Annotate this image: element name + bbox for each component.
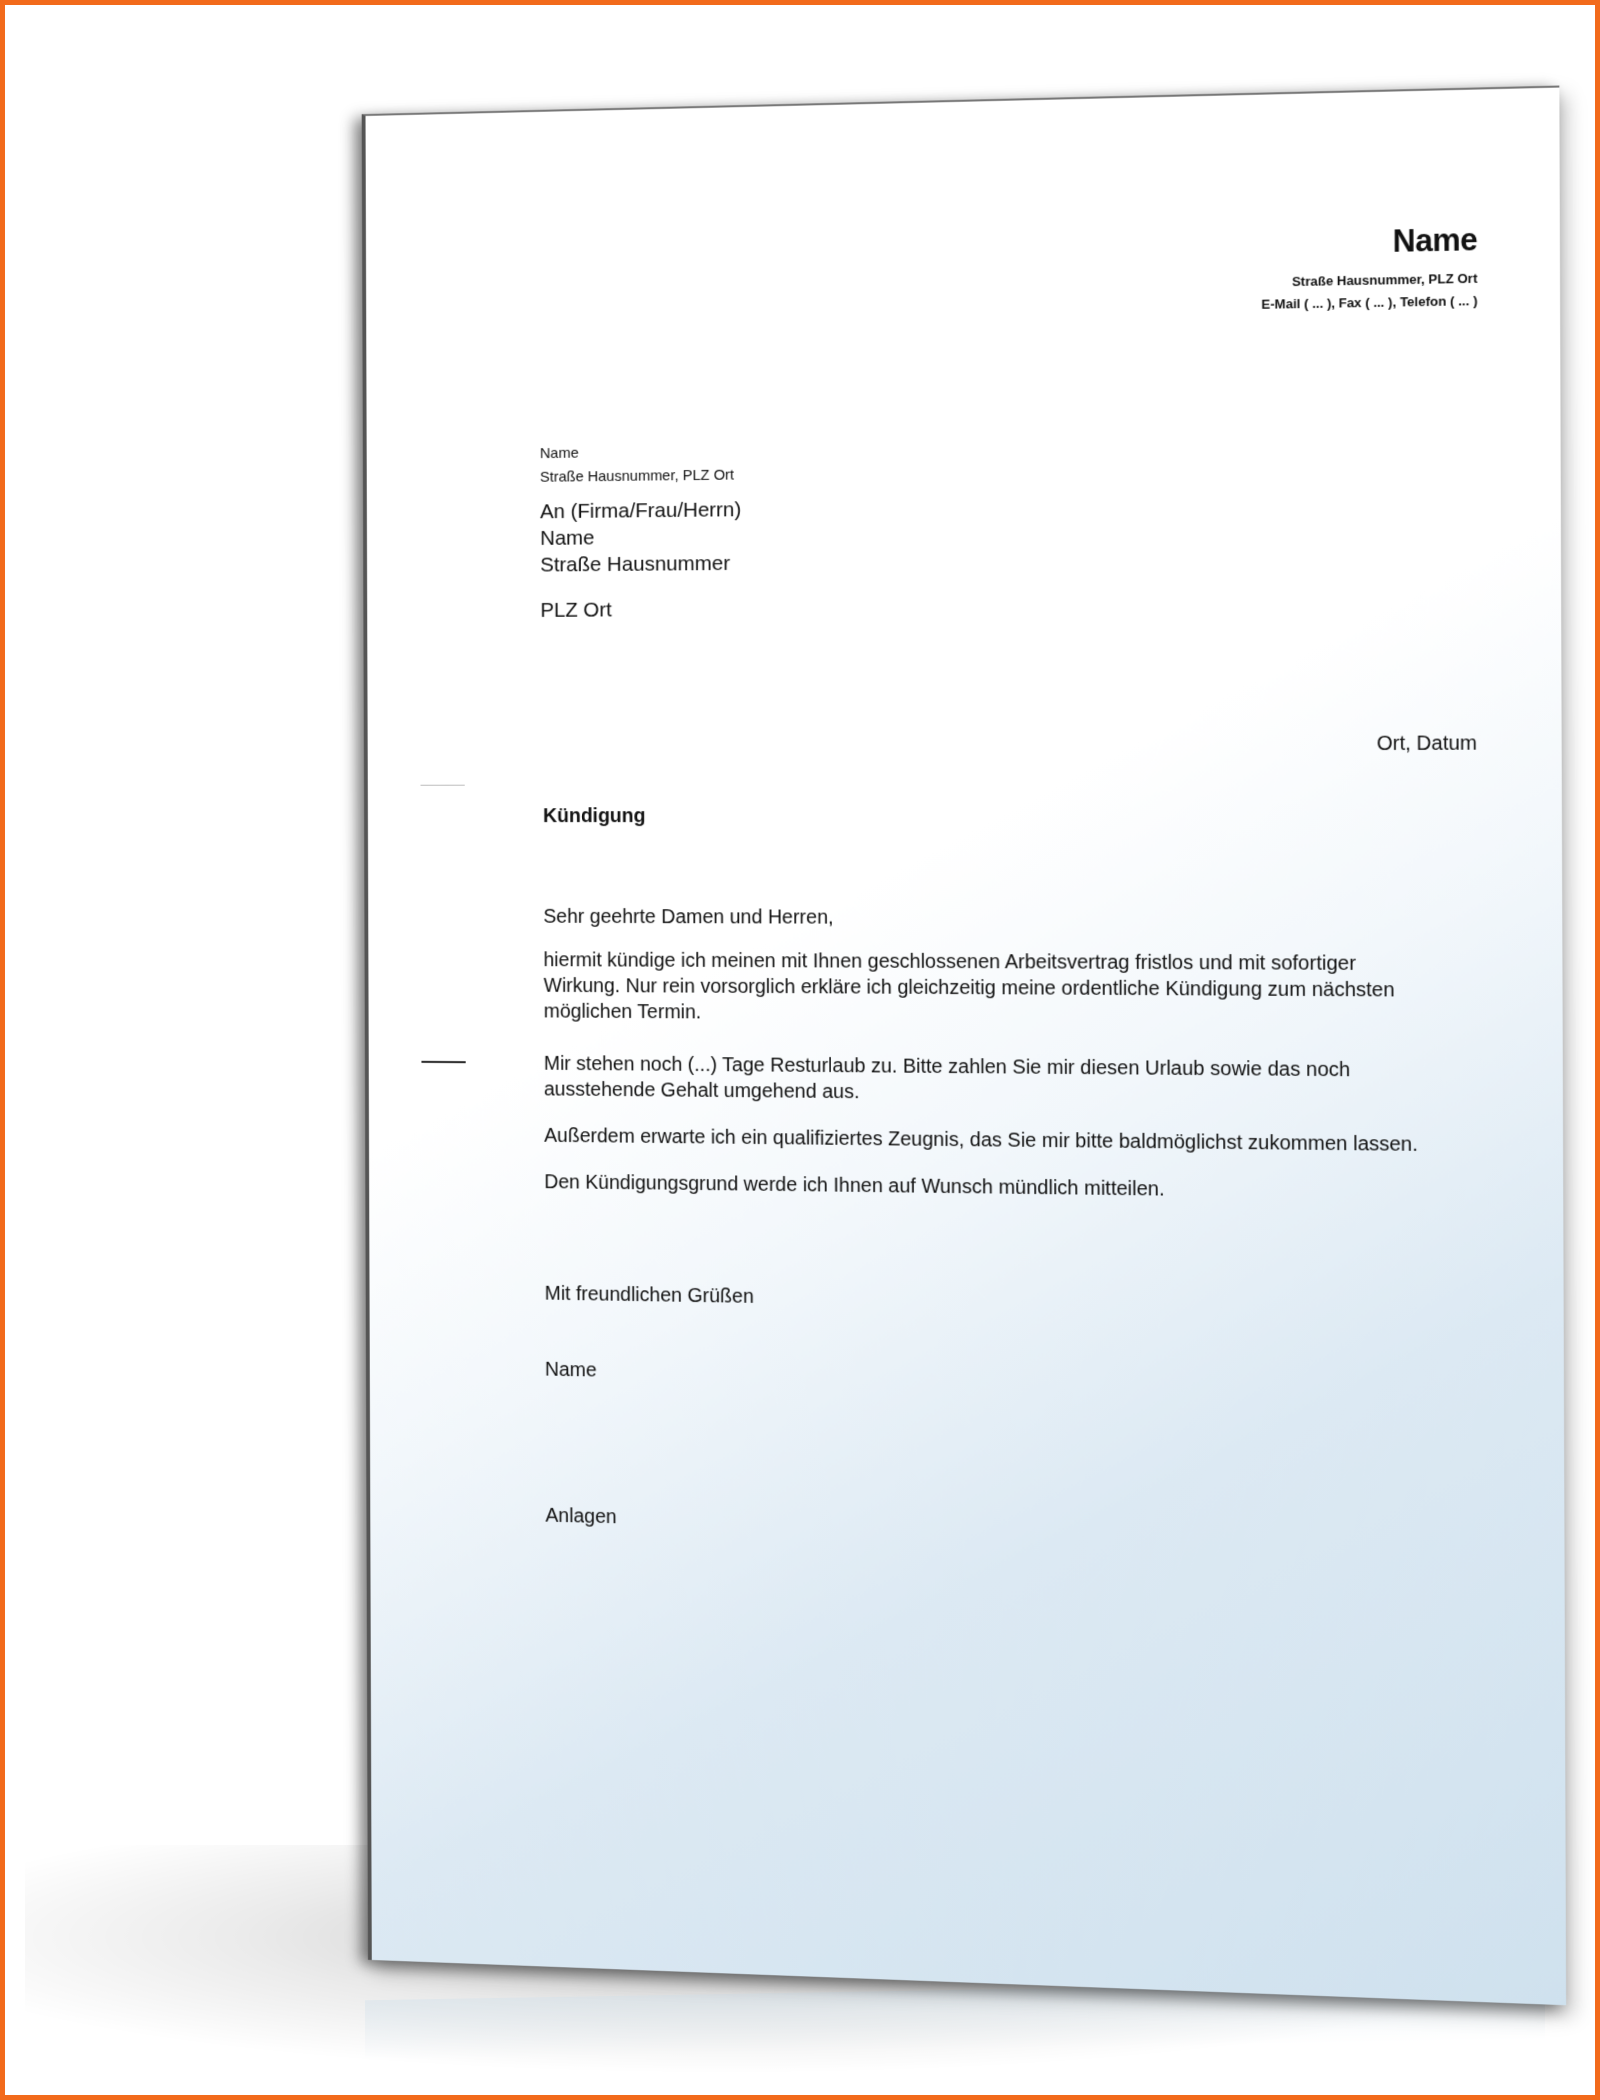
paragraph-3: Außerdem erwarte ich ein qualifiziertes Zeugnis, das Sie mir bitte baldmöglichst zukommen lassen. xyxy=(544,1124,1418,1156)
closing: Mit freundlichen Grüßen xyxy=(544,1282,754,1308)
signature-name: Name xyxy=(544,1358,597,1382)
sender-address: Straße Hausnummer, PLZ Ort xyxy=(1291,270,1478,290)
recipient-line-2: Name xyxy=(540,526,595,550)
paragraph-4: Den Kündigungsgrund werde ich Ihnen auf Wunsch mündlich mitteilen. xyxy=(544,1171,1165,1201)
letter-page xyxy=(362,86,1566,2006)
recipient-line-1: An (Firma/Frau/Herrn) xyxy=(540,498,742,524)
fold-mark-upper xyxy=(421,785,465,786)
sender-contact: E-Mail ( ... ), Fax ( ... ), Telefon ( ... ) xyxy=(1261,292,1478,312)
letter-date: Ort, Datum xyxy=(1376,732,1478,756)
recipient-line-3: Straße Hausnummer xyxy=(540,552,731,577)
salutation: Sehr geehrte Damen und Herren, xyxy=(543,905,834,929)
paragraph-1: hiermit kündige ich meinen mit Ihnen geschlossenen Arbeitsvertrag fristlos und mit sofortiger Wirkung. Nur rein vorsorglich erkläre ich gleichzeitig meine ordentliche Kündigung zum nächsten möglichen Termin. xyxy=(543,949,1395,1024)
return-address-street: Straße Hausnummer, PLZ Ort xyxy=(539,466,735,486)
recipient-plz: PLZ Ort xyxy=(540,598,612,622)
page-wrapper xyxy=(5,5,1600,2100)
paragraph-2: Mir stehen noch (...) Tage Resturlaub zu. Bitte zahlen Sie mir diesen Urlaub sowie das noch ausstehende Gehalt umgehend aus. xyxy=(543,1052,1351,1104)
sender-name: Name xyxy=(1392,221,1478,259)
return-address-name: Name xyxy=(539,444,579,463)
attachments-label: Anlagen xyxy=(545,1504,617,1529)
letter-subject: Kündigung xyxy=(543,805,646,828)
fold-mark-middle xyxy=(421,1061,465,1063)
